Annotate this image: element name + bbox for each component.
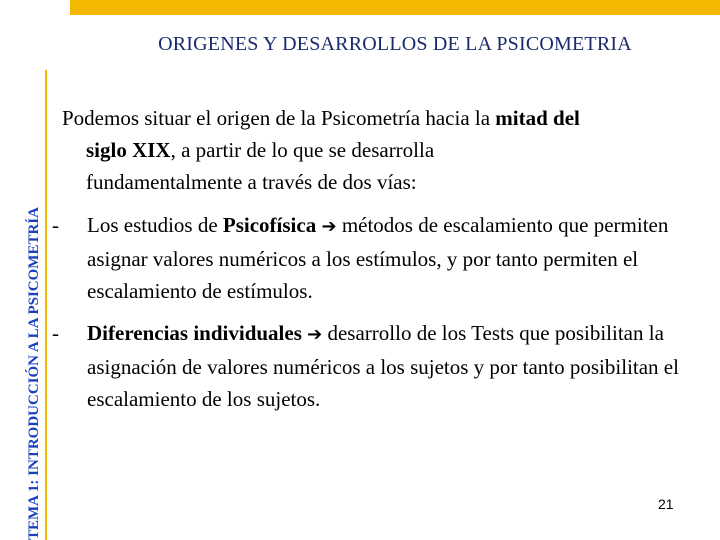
bullet-bold: Psicofísica [222,213,317,237]
vertical-section-title: TEMA 1: INTRODUCCIÓN A LA PSICOMETRÍA [26,207,42,540]
bullet-dash: - [52,321,59,345]
bullet-text [87,317,717,415]
intro-bold-1: mitad del [495,106,580,130]
intro-text-3: fundamentalmente a través de dos vías: [86,170,417,194]
slide-title: ORIGENES Y DESARROLLOS DE LA PSICOMETRIA [158,33,632,55]
arrow-right-icon: ➔ [321,216,337,237]
intro-text-2: , a partir de lo que se desarrolla [170,138,435,162]
intro-bold-2: siglo XIX [86,138,171,162]
bullet-dash: - [52,213,59,237]
bullet-rest: desarrollo de los Tests que posibilitan la asignación de valores numéricos a los sujetos y por tanto posibilitan el escalamiento de los sujetos. [87,321,679,411]
bullet-rest: métodos de escalamiento que permiten asignar valores numéricos a los estímulos, y por tanto permiten el escalamiento de estímulos. [87,213,669,303]
arrow-right-icon: ➔ [307,324,323,345]
intro-text-1: Podemos situar el origen de la Psicometría hacia la [62,106,496,130]
bullet-text [87,209,717,307]
intro-paragraph [62,102,712,198]
bullet-diferencias [52,317,717,415]
top-accent-bar [70,0,720,15]
bullet-prefix: Los estudios de [87,213,223,237]
bullet-psicofisica [52,209,717,307]
bullet-bold: Diferencias individuales [87,321,302,345]
page-number: 21 [658,496,674,512]
